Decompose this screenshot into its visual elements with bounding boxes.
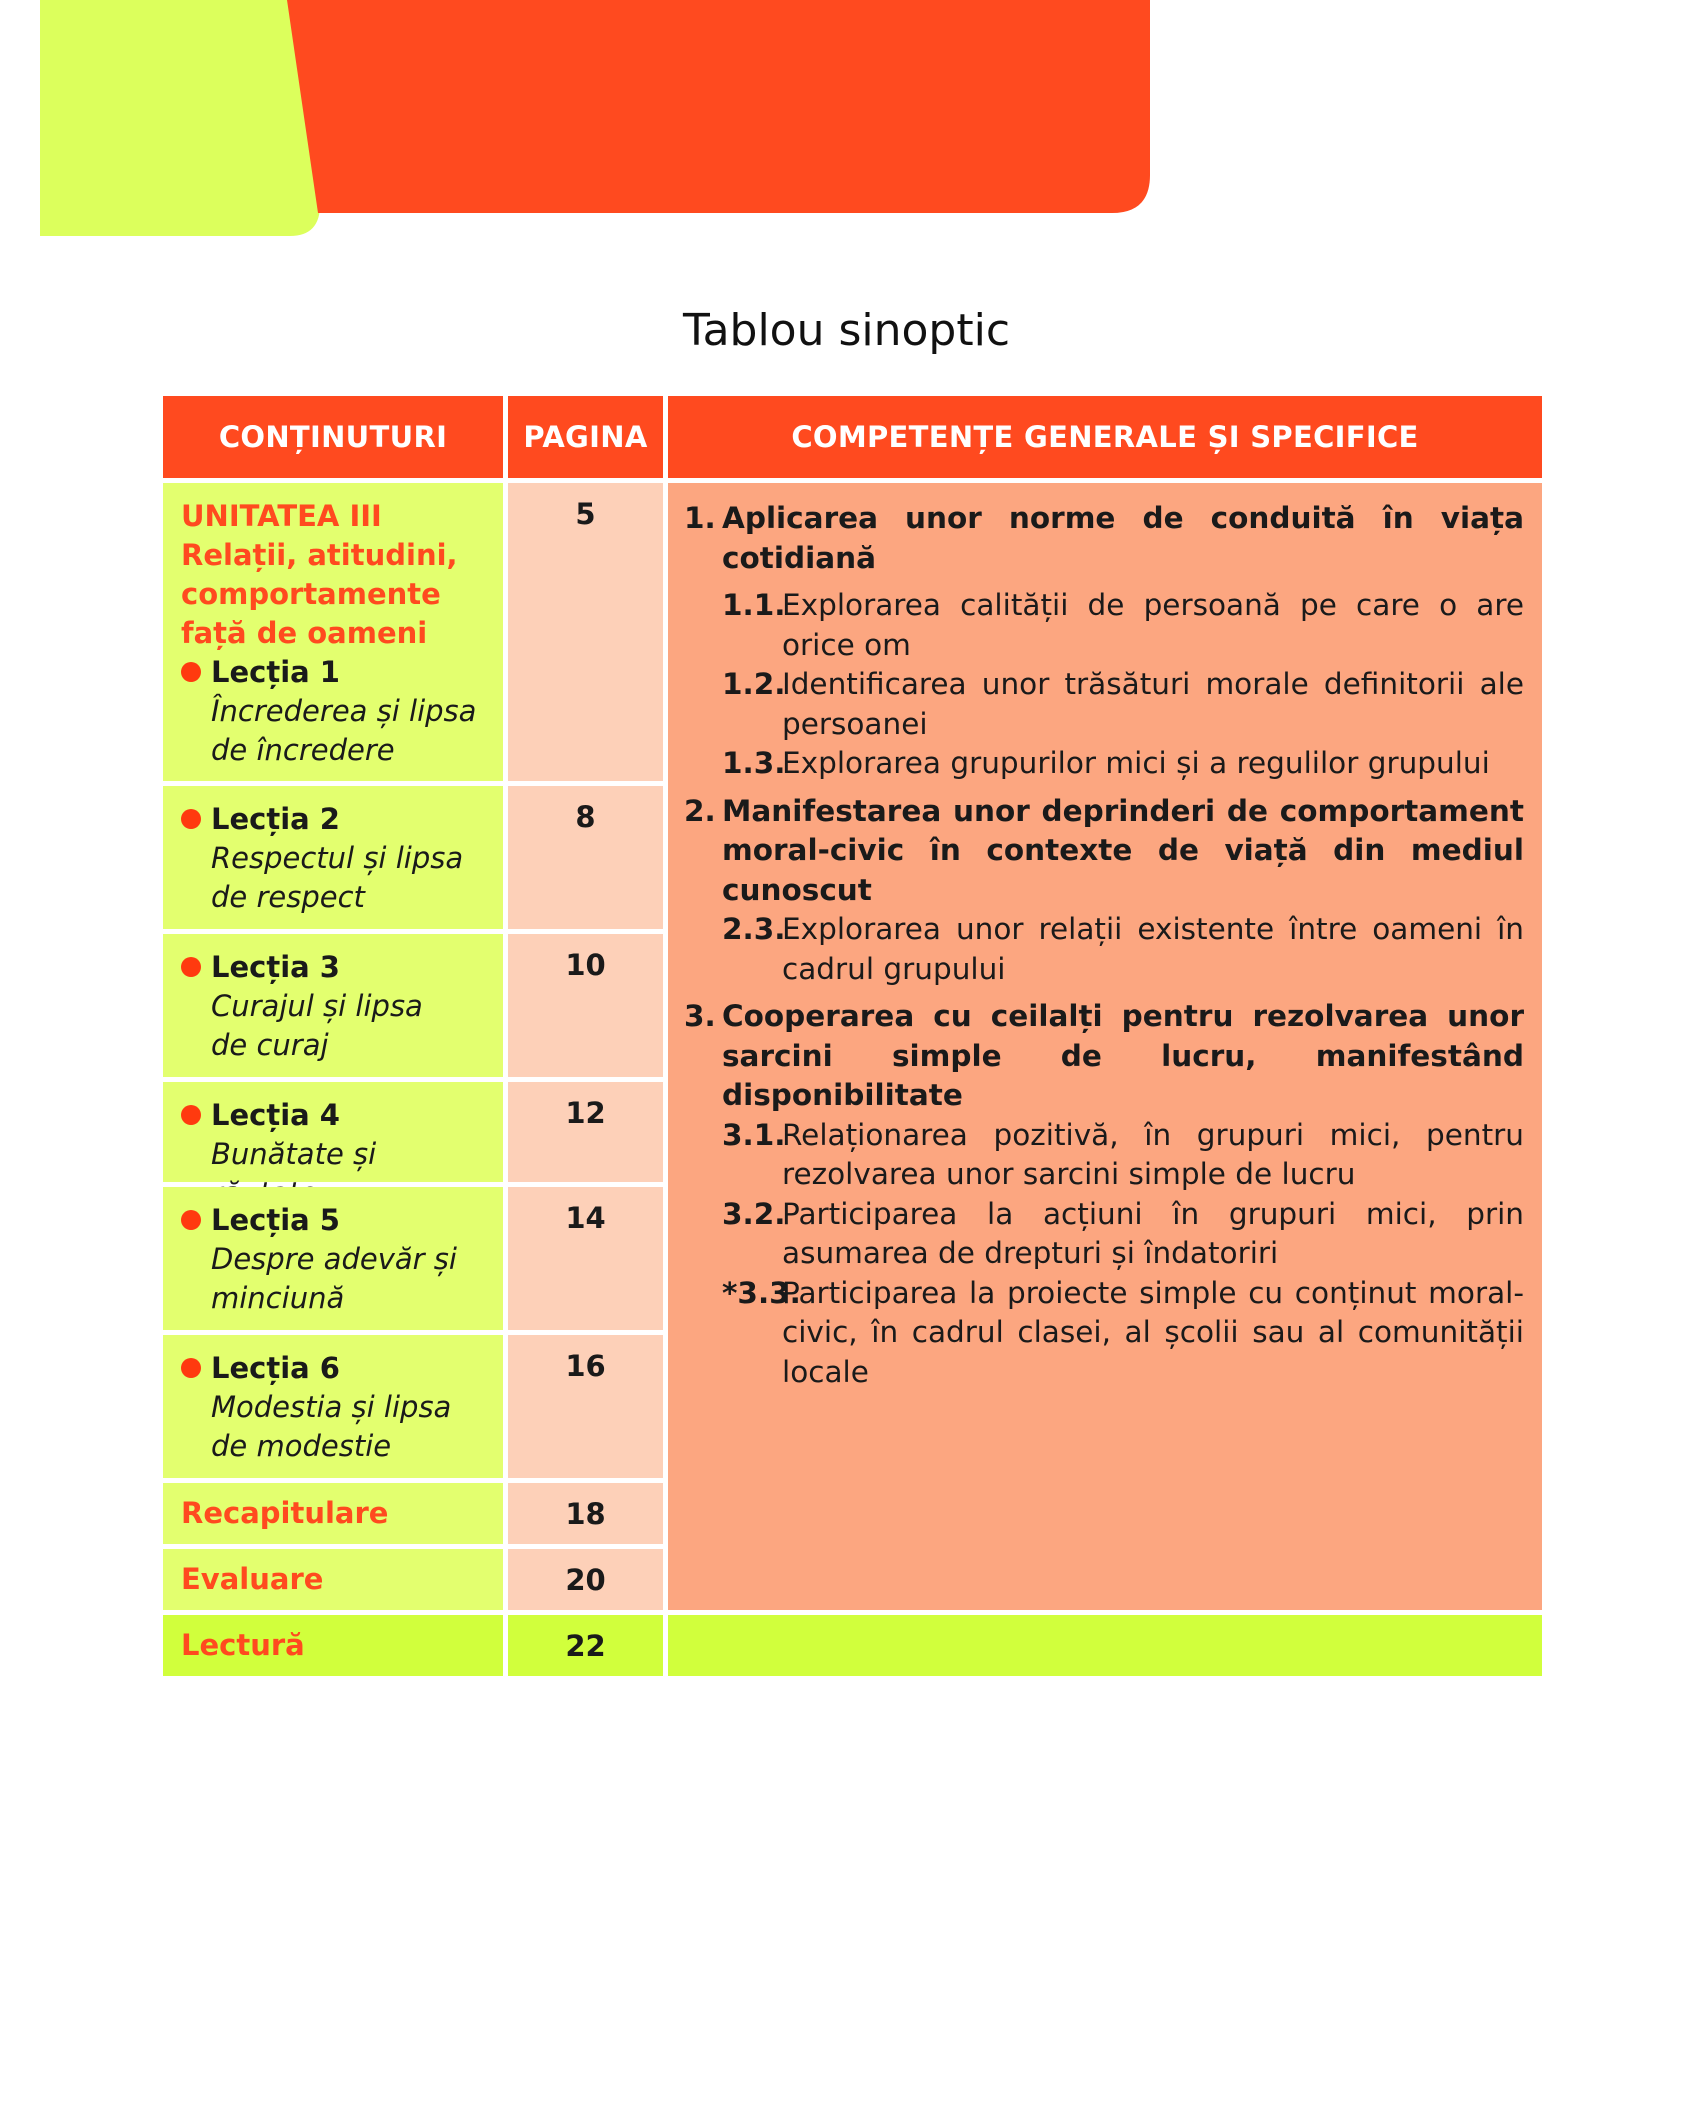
bullet-dot-icon <box>181 809 201 829</box>
specific-competence: 1.2. Identificarea unor trăsături morale definitorii ale persoanei <box>722 667 1524 741</box>
specific-competence: 3.2. Participarea la acțiuni în grupuri mici, prin asumarea de drepturi și îndatoriri <box>722 1196 1524 1270</box>
specific-competence: 3.1. Relaționarea pozitivă, în grupuri mici, pentru rezolvarea unor sarcini simple de lucru <box>722 1117 1524 1191</box>
lesson-title-line: Încrederea și lipsa <box>211 694 477 728</box>
contents-cell-unit <box>163 483 503 781</box>
lesson-title-line: Curajul și lipsa <box>211 989 423 1023</box>
lesson-title-line: Bunătate și <box>211 1137 377 1171</box>
lesson-label: Lecția 6 <box>181 1349 487 1388</box>
lesson-label: Lecția 3 <box>181 948 487 987</box>
decorative-banner <box>0 0 1693 240</box>
synoptic-table <box>163 396 1542 1663</box>
lesson-title-line: de curaj <box>211 1028 329 1062</box>
specific-competence: 1.3. Explorarea grupurilor mici și a regulilor grupului <box>722 746 1490 780</box>
reading-label: Lectură <box>163 1615 503 1676</box>
lesson-title-line: Modestia și lipsa <box>211 1390 452 1424</box>
page-number: 20 <box>508 1549 663 1610</box>
lesson-title-line: de încredere <box>211 733 395 767</box>
lesson-title-line: de modestie <box>211 1429 392 1463</box>
contents-cell-lesson-6 <box>163 1335 503 1478</box>
bullet-dot-icon <box>181 1105 201 1125</box>
bullet-dot-icon <box>181 957 201 977</box>
lesson-title-line: minciună <box>211 1281 345 1315</box>
unit-title-line: față de oameni <box>181 616 428 650</box>
bullet-dot-icon <box>181 662 201 682</box>
contents-cell-lesson-4 <box>163 1082 503 1182</box>
page-number: 18 <box>508 1483 663 1544</box>
banner-green-shape <box>40 0 320 236</box>
unit-title-line: Relații, atitudini, <box>181 538 458 572</box>
lesson-label: Lecția 1 <box>181 653 487 692</box>
lesson-label: Lecția 4 <box>181 1096 487 1135</box>
header-page: PAGINA <box>508 396 663 478</box>
page-number: 14 <box>508 1187 663 1330</box>
bullet-dot-icon <box>181 1358 201 1378</box>
lesson-label: Lecția 5 <box>181 1201 487 1240</box>
evaluation-label: Evaluare <box>163 1549 503 1610</box>
general-competence: 1. Aplicarea unor norme de conduită în viața cotidiană <box>684 501 1524 575</box>
lesson-title-line: de respect <box>211 880 365 914</box>
page-number: 10 <box>508 934 663 1077</box>
contents-cell-lesson-5 <box>163 1187 503 1330</box>
specific-competence: *3.3. Participarea la proiecte simple cu conținut moral-civic, în cadrul clasei, al școlii sau al comunității locale <box>722 1275 1524 1389</box>
page-number: 12 <box>508 1082 663 1182</box>
competences-cell <box>668 483 1542 1610</box>
lesson-title-line: Respectul și lipsa <box>211 841 464 875</box>
specific-competence: 1.1. Explorarea calității de persoană pe care o are orice om <box>722 588 1524 662</box>
page-number: 22 <box>508 1615 663 1676</box>
reading-competence-cell <box>668 1615 1542 1676</box>
recap-label: Recapitulare <box>163 1483 503 1544</box>
specific-competence: 2.3. Explorarea unor relații existente între oameni în cadrul grupului <box>722 912 1524 986</box>
contents-cell-lesson-3 <box>163 934 503 1077</box>
contents-cell-lesson-2 <box>163 786 503 929</box>
banner-orange-shape <box>287 0 1150 213</box>
unit-label: UNITATEA III <box>181 499 382 533</box>
lesson-label: Lecția 2 <box>181 800 487 839</box>
page-title: Tablou sinoptic <box>682 305 1011 356</box>
general-competence: 3. Cooperarea cu ceilalți pentru rezolvarea unor sarcini simple de lucru, manifestând disponibilitate <box>684 999 1524 1112</box>
page-number: 5 <box>508 483 663 781</box>
lesson-title-line: Despre adevăr și <box>211 1242 457 1276</box>
header-competences: COMPETENȚE GENERALE ȘI SPECIFICE <box>668 396 1542 478</box>
page-number: 16 <box>508 1335 663 1478</box>
page-number: 8 <box>508 786 663 929</box>
bullet-dot-icon <box>181 1210 201 1230</box>
unit-title-line: comportamente <box>181 577 441 611</box>
header-contents: CONȚINUTURI <box>163 396 503 478</box>
general-competence: 2. Manifestarea unor deprinderi de comportament moral-civic în contexte de viață din mediul cunoscut <box>684 793 1524 907</box>
